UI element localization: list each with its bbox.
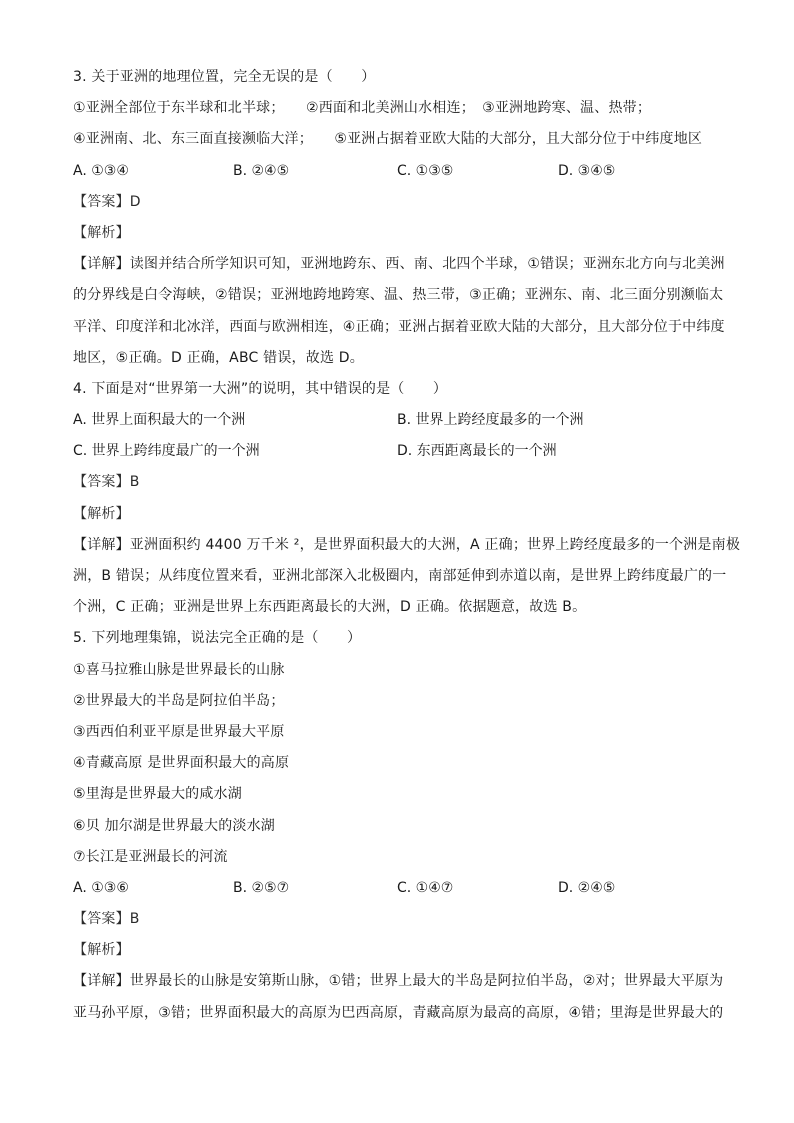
question-5-item: ②世界最大的半岛是阿拉伯半岛； [73, 692, 285, 709]
detail-line: 【详解】世界最长的山脉是安第斯山脉，①错；世界上最大的半岛是阿拉伯半岛，②对；世界最大平原为 [73, 973, 724, 990]
question-5-item: ⑦长江是亚洲最长的河流 [73, 848, 228, 865]
answer-label: 【答案】B [73, 911, 140, 928]
option-b: B. 世界上跨经度最多的一个洲 [397, 412, 584, 429]
answer-label: 【答案】D [73, 193, 141, 210]
detail-line: 亚马孙平原，③错；世界面积最大的高原为巴西高原，青藏高原为最高的高原，④错；里海是世界最大的 [73, 1004, 724, 1021]
question-5-item: ④青藏高原 是世界面积最大的高原 [73, 755, 290, 772]
option-a: A. ①③④ [73, 162, 129, 179]
option-d: D. 东西距离最长的一个洲 [397, 443, 557, 460]
analysis-label: 【解析】 [73, 505, 130, 522]
option-c: C. 世界上跨纬度最广的一个洲 [73, 443, 260, 460]
option-a: A. 世界上面积最大的一个洲 [73, 412, 246, 429]
question-4-options-row-1 [73, 405, 733, 436]
exam-page [73, 62, 741, 1029]
question-3-statement-line: ①亚洲全部位于东半球和北半球； ②西面和北美洲山水相连； ③亚洲地跨寒、温、热带； [73, 100, 652, 117]
detail-line: 的分界线是白令海峡，②错误；亚洲地跨地跨寒、温、热三带，③正确；亚洲东、南、北三面分别濒临太 [73, 287, 724, 304]
detail-line: 【详解】读图并结合所学知识可知，亚洲地跨东、西、南、北四个半球，①错误；亚洲东北方向与北美洲 [73, 256, 725, 273]
question-4-stem: 4. 下面是对“世界第一大洲”的说明，其中错误的是（ ） [73, 380, 448, 397]
question-4-options-row-2 [73, 436, 733, 467]
analysis-label: 【解析】 [73, 942, 130, 959]
detail-line: 个洲，C 正确；亚洲是世界上东西距离最长的大洲，D 正确。依据题意，故选 B。 [73, 599, 587, 616]
question-3-stem: 3. 关于亚洲的地理位置，完全无误的是（ ） [73, 69, 376, 85]
question-5-stem: 5. 下列地理集锦，说法完全正确的是（ ） [73, 630, 362, 647]
question-5-item: ①喜马拉雅山脉是世界最长的山脉 [73, 661, 285, 678]
detail-line: 洲，B 错误；从纬度位置来看，亚洲北部深入北极圈内，南部延伸到赤道以南，是世界上跨纬度最广的一 [73, 568, 727, 584]
option-d: D. ②④⑤ [558, 879, 616, 896]
question-5-item: ⑤里海是世界最大的咸水湖 [73, 786, 242, 803]
question-3-detail [73, 249, 733, 374]
option-c: C. ①③⑤ [397, 162, 454, 179]
detail-line: 平洋、印度洋和北冰洋，西面与欧洲相连，④正确；亚洲占据着亚欧大陆的大部分，且大部分位于中纬度 [73, 318, 725, 335]
question-3-options [73, 156, 733, 187]
option-b: B. ②⑤⑦ [233, 879, 290, 896]
question-4-detail [73, 530, 741, 624]
detail-line: 【详解】亚洲面积约 4400 万千米 ²，是世界面积最大的大洲，A 正确；世界上跨经度最多的一个洲是南极 [73, 536, 741, 553]
question-5-detail [73, 966, 733, 1028]
option-c: C. ①④⑦ [397, 879, 454, 896]
question-5-options [73, 873, 733, 904]
question-5-item: ③西西伯利亚平原是世界最大平原 [73, 723, 285, 740]
option-d: D. ③④⑤ [558, 162, 616, 179]
analysis-label: 【解析】 [73, 224, 130, 241]
detail-line: 地区，⑤正确。D 正确，ABC 错误，故选 D。 [73, 349, 364, 366]
option-a: A. ①③⑥ [73, 879, 129, 896]
question-5-item: ⑥贝 加尔湖是世界最大的淡水湖 [73, 817, 276, 834]
answer-label: 【答案】B [73, 474, 140, 491]
option-b: B. ②④⑤ [233, 162, 290, 179]
question-3-statement-line: ④亚洲南、北、东三面直接濒临大洋； ⑤亚洲占据着亚欧大陆的大部分，且大部分位于中纬度地区 [73, 131, 703, 148]
